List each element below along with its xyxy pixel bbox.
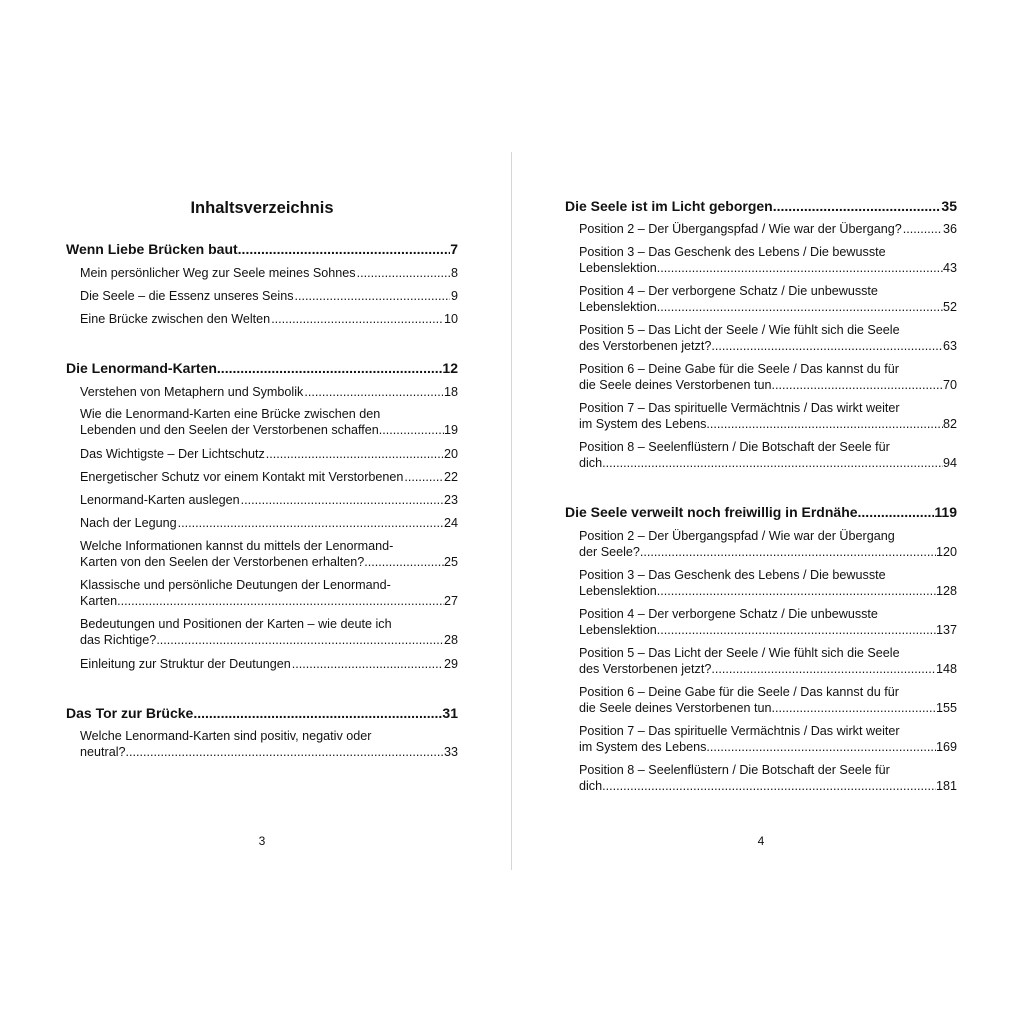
entry-title: Lebenslektion [579,584,657,598]
toc-section-entry[interactable] [80,616,458,648]
entry-title: Karten [80,594,118,608]
toc-section-entry[interactable] [579,723,957,755]
dot-leader [404,469,443,485]
entry-page: 18 [443,385,458,399]
entry-title-line: Wie die Lenormand-Karten eine Brücke zwischen den [80,407,381,421]
entry-title-line: Position 7 – Das spirituelle Vermächtnis / Das wirkt weiter [579,401,900,415]
entry-title: Lebenslektion [579,623,657,637]
entry-title: des Verstorbenen jetzt? [579,339,712,353]
dot-leader [706,416,943,432]
entry-page: 29 [443,657,458,671]
toc-section-entry[interactable] [80,311,458,327]
entry-title-line: Position 3 – Das Geschenk des Lebens / Die bewusste [579,245,886,259]
entry-title-line: Position 7 – Das spirituelle Vermächtnis / Das wirkt weiter [579,724,900,738]
entry-title: die Seele deines Verstorbenen tun [579,701,772,715]
toc-section-entry[interactable] [80,538,458,570]
entry-page: 70 [942,378,957,392]
entry-page: 52 [942,300,957,314]
toc-section-entry[interactable] [579,439,957,471]
entry-title: Die Lenormand-Karten [66,360,217,376]
entry-page: 10 [443,312,458,326]
entry-title: neutral? [80,745,126,759]
toc-chapter-entry[interactable] [565,197,957,215]
entry-title: Das Wichtigste – Der Lichtschutz [80,447,265,461]
entry-title-line: Position 5 – Das Licht der Seele / Wie fühlt sich die Seele [579,323,900,337]
entry-title: Mein persönlicher Weg zur Seele meines Sohnes [80,266,356,280]
entry-page: 119 [934,504,957,520]
dot-leader [657,622,936,638]
toc-section-entry[interactable] [579,645,957,677]
toc-section-entry[interactable] [80,492,458,508]
entry-page: 43 [942,261,957,275]
entry-title: Die Seele ist im Licht geborgen [565,198,773,214]
toc-section-entry[interactable] [579,567,957,599]
entry-title: im System des Lebens [579,740,707,754]
entry-page: 36 [942,222,957,236]
entry-page: 33 [443,745,458,759]
entry-title: Das Tor zur Brücke [66,705,194,721]
entry-title: Lebenslektion [579,261,657,275]
toc-section-entry[interactable] [579,283,957,315]
dot-leader [271,311,443,327]
toc-title: Inhaltsverzeichnis [190,199,334,217]
dot-leader [657,260,943,276]
entry-title: Die Seele verweilt noch freiwillig in Erdnähe [565,504,858,520]
entry-title-line: Welche Informationen kannst du mittels der Lenormand- [80,539,394,553]
entry-title-line: Position 5 – Das Licht der Seele / Wie fühlt sich die Seele [579,646,900,660]
toc-section-entry[interactable] [80,265,458,281]
entry-title-line: Position 6 – Deine Gabe für die Seele / Das kannst du für [579,362,899,376]
toc-section-entry[interactable] [579,244,957,276]
dot-leader [241,492,443,508]
entry-page: 155 [935,701,957,715]
toc-section-entry[interactable] [80,406,458,438]
entry-title-line: Klassische und persönliche Deutungen der Lenormand- [80,578,391,592]
entry-title: Einleitung zur Struktur der Deutungen [80,657,291,671]
toc-section-entry[interactable] [80,469,458,485]
entry-title: Wenn Liebe Brücken baut [66,241,238,257]
entry-page: 28 [443,633,458,647]
entry-title: des Verstorbenen jetzt? [579,662,712,676]
entry-page: 27 [443,594,458,608]
entry-title: dich [579,456,603,470]
toc-section-entry[interactable] [579,400,957,432]
dot-leader [640,544,936,560]
entry-page: 82 [942,417,957,431]
entry-title: Nach der Legung [80,516,177,530]
toc-section-entry[interactable] [579,361,957,393]
entry-page: 148 [935,662,957,676]
dot-leader [156,632,444,648]
entry-page: 7 [450,241,458,257]
entry-page: 169 [935,740,957,754]
entry-title: Lenormand-Karten auslegen [80,493,240,507]
entry-title: der Seele? [579,545,640,559]
toc-section-entry[interactable] [579,684,957,716]
entry-title-line: Position 4 – Der verborgene Schatz / Die unbewusste [579,284,878,298]
entry-title: Position 2 – Der Übergangspfad / Wie war der Übergang? [579,222,902,236]
dot-leader [772,377,943,393]
entry-title-line: Position 4 – Der verborgene Schatz / Die unbewusste [579,607,878,621]
toc-section-entry[interactable] [579,762,957,794]
entry-page: 63 [942,339,957,353]
entry-page: 94 [942,456,957,470]
entry-page: 31 [442,705,458,721]
toc-section-entry[interactable] [579,322,957,354]
dot-leader [602,455,943,471]
toc-section-entry[interactable] [80,656,458,672]
entry-title-line: Position 3 – Das Geschenk des Lebens / Die bewusste [579,568,886,582]
toc-chapter-entry[interactable] [66,240,458,258]
toc-chapter-entry[interactable] [66,359,458,377]
entry-page: 35 [941,198,957,214]
entry-title-line: Position 2 – Der Übergangspfad / Wie war der Übergang [579,529,895,543]
dot-leader [304,384,443,400]
entry-page: 23 [443,493,458,507]
entry-page: 181 [935,779,957,793]
toc-section-entry[interactable] [80,446,458,462]
toc-section-entry[interactable] [80,577,458,609]
toc-section-entry[interactable] [80,384,458,400]
dot-leader [117,593,444,609]
dot-leader [217,359,443,377]
entry-title-line: Welche Lenormand-Karten sind positiv, negativ oder [80,729,372,743]
entry-title: dich [579,779,603,793]
dot-leader [858,503,935,521]
entry-page: 9 [450,289,458,303]
toc-section-entry[interactable] [579,606,957,638]
toc-chapter-entry[interactable] [66,704,458,722]
toc-section-entry[interactable] [80,728,458,760]
entry-page: 12 [442,360,458,376]
entry-page: 120 [935,545,957,559]
entry-title: Die Seele – die Essenz unseres Seins [80,289,294,303]
dot-leader [711,661,936,677]
page-number: 4 [757,834,765,848]
entry-title: die Seele deines Verstorbenen tun [579,378,772,392]
entry-page: 137 [935,623,957,637]
entry-page: 22 [443,470,458,484]
dot-leader [193,704,442,722]
dot-leader [379,422,444,438]
toc-section-entry[interactable] [579,528,957,560]
entry-title-line: Position 8 – Seelenflüstern / Die Botschaft der Seele für [579,763,890,777]
entry-title: Lebenden und den Seelen der Verstorbenen schaffen [80,423,379,437]
entry-title: das Richtige? [80,633,157,647]
dot-leader [657,299,943,315]
entry-page: 19 [443,423,458,437]
entry-title: Lebenslektion [579,300,657,314]
toc-section-entry[interactable] [80,288,458,304]
dot-leader [772,700,936,716]
dot-leader [602,778,936,794]
dot-leader [657,583,936,599]
dot-leader [711,338,943,354]
toc-chapter-entry[interactable] [565,503,957,521]
entry-page: 128 [935,584,957,598]
entry-title: Eine Brücke zwischen den Welten [80,312,271,326]
entry-page: 24 [443,516,458,530]
dot-leader [126,744,444,760]
page-number: 3 [258,834,266,848]
dot-leader [238,240,451,258]
dot-leader [178,515,443,531]
entry-title: Verstehen von Metaphern und Symbolik [80,385,304,399]
entry-title: im System des Lebens [579,417,707,431]
page-spread-divider [511,152,512,870]
dot-leader [706,739,936,755]
entry-title: Karten von den Seelen der Verstorbenen erhalten? [80,555,365,569]
dot-leader [357,265,450,281]
dot-leader [266,446,443,462]
entry-title-line: Bedeutungen und Positionen der Karten – wie deute ich [80,617,392,631]
toc-section-entry[interactable] [80,515,458,531]
entry-page: 8 [450,266,458,280]
dot-leader [292,656,443,672]
dot-leader [903,221,942,237]
entry-page: 20 [443,447,458,461]
entry-title-line: Position 8 – Seelenflüstern / Die Botschaft der Seele für [579,440,890,454]
dot-leader [773,197,942,215]
entry-page: 25 [443,555,458,569]
entry-title: Energetischer Schutz vor einem Kontakt mit Verstorbenen [80,470,404,484]
dot-leader [364,554,444,570]
toc-section-entry[interactable] [579,221,957,237]
entry-title-line: Position 6 – Deine Gabe für die Seele / Das kannst du für [579,685,899,699]
dot-leader [295,288,450,304]
